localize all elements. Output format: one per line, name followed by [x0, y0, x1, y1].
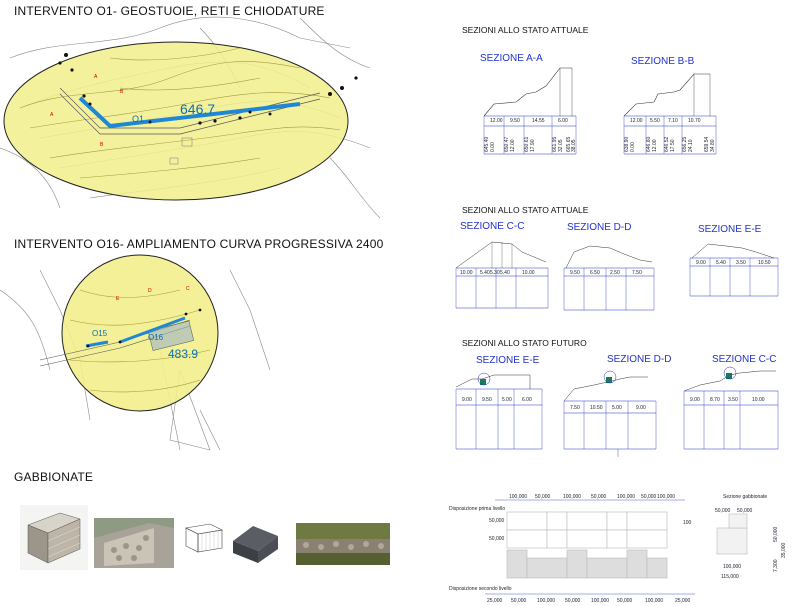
- section-right-c: 35,000: [781, 542, 787, 558]
- plan-top-dim-2: 100,000: [563, 494, 582, 500]
- dd-bot-dim-3: 9.00: [636, 405, 646, 411]
- section-cc-bottom-drawing: [680, 365, 780, 455]
- section-cc-mid-drawing: [452, 232, 552, 322]
- label-sezione-dd-bottom: SEZIONE D-D: [607, 354, 672, 365]
- plan-bot-dim-4: 100,000: [591, 598, 610, 604]
- aa-elev-5: 17.90: [530, 139, 536, 152]
- plan-side-b: 50,000: [489, 536, 505, 542]
- map-intervento-o1: [0, 18, 390, 228]
- plan-bot-dim-5: 50,000: [617, 598, 633, 604]
- ee-mid-dim-0: 9.00: [696, 260, 706, 266]
- plan-bot-dim-1: 50,000: [511, 598, 527, 604]
- gabion-photo-2: [94, 518, 174, 568]
- ee-mid-dim-2: 3.50: [736, 260, 746, 266]
- heading-intervento-o16: INTERVENTO O16- AMPLIAMENTO CURVA PROGRESSIVA 2400: [14, 237, 384, 251]
- svg-text:B: B: [100, 142, 104, 148]
- section-aa-drawing: [476, 64, 586, 154]
- bb-elev-9: 34.80: [710, 139, 716, 152]
- title-sections-bottom: SEZIONI ALLO STATO FUTURO: [462, 338, 587, 348]
- bb-elev-4: 646.52: [664, 136, 670, 152]
- plan-bot-dim-2: 100,000: [537, 598, 556, 604]
- section-bb-drawing: [616, 64, 726, 154]
- aa-elev-1: 0.00: [490, 142, 496, 152]
- section-gabbionate-title: Sezione gabbionate: [723, 494, 768, 500]
- aa-elev-9: 38.05: [571, 139, 577, 152]
- svg-text:A: A: [50, 112, 54, 118]
- label-sezione-cc-mid: SEZIONE C-C: [460, 221, 525, 232]
- svg-text:O15: O15: [92, 329, 108, 338]
- section-ee-bottom-drawing: [452, 365, 547, 455]
- plan-label-first: Disposizione prima livello: [449, 506, 506, 512]
- ee-bot-dim-2: 5.00: [502, 397, 512, 403]
- bb-elev-8: 659.54: [704, 136, 710, 152]
- bb-elev-3: 12.00: [652, 139, 658, 152]
- svg-text:D: D: [148, 288, 152, 294]
- section-dim-top-a: 50,000: [715, 508, 731, 514]
- bb-dim-2: 7.10: [668, 118, 678, 124]
- plan-top-dim-0: 100,000: [509, 494, 528, 500]
- aa-elev-0: 645.40: [484, 136, 490, 152]
- plan-side-a: 50,000: [489, 518, 505, 524]
- gabbioni-plan-drawing: [445, 490, 705, 605]
- svg-text:C: C: [186, 286, 190, 292]
- cc-mid-dim-1: 5.40: [480, 270, 490, 276]
- ee-bot-dim-1: 9.50: [482, 397, 492, 403]
- dd-bot-dim-1: 10.50: [590, 405, 603, 411]
- bb-dim-1: 5.50: [650, 118, 660, 124]
- cc-mid-dim-3: 5.40: [500, 270, 510, 276]
- plan-top-dim-6: 100,000: [657, 494, 676, 500]
- aa-dim-0: 12.00: [490, 118, 503, 124]
- map1-o1-label: O1: [132, 114, 145, 124]
- label-sezione-ee-mid: SEZIONE E-E: [698, 224, 762, 235]
- plan-bot-dim-6: 100,000: [645, 598, 664, 604]
- buffer-zone-circle: [62, 255, 218, 411]
- dd-mid-dim-1: 6.50: [590, 270, 600, 276]
- bb-elev-1: 0.00: [630, 142, 636, 152]
- svg-text:A: A: [94, 74, 98, 80]
- ee-bot-dim-0: 9.00: [462, 397, 472, 403]
- section-right-a: 50,000: [773, 526, 779, 542]
- label-sezione-dd-mid: SEZIONE D-D: [567, 222, 632, 233]
- aa-elev-8: 665.65: [566, 136, 572, 152]
- buffer-zone-ellipse: [4, 42, 348, 200]
- title-sections-mid: SEZIONI ALLO STATO ATTUALE: [462, 205, 589, 215]
- heading-gabbionate: GABBIONATE: [14, 470, 94, 484]
- aa-dim-1: 9.50: [510, 118, 520, 124]
- bb-elev-2: 646.60: [646, 136, 652, 152]
- svg-text:E: E: [116, 296, 120, 302]
- section-ee-mid-drawing: [686, 232, 786, 322]
- svg-text:B: B: [120, 89, 124, 95]
- plan-top-dim-1: 50,000: [535, 494, 551, 500]
- plan-top-dim-5: 50,000: [641, 494, 657, 500]
- plan-bot-dim-7: 25,000: [675, 598, 691, 604]
- dd-mid-dim-2: 2.50: [610, 270, 620, 276]
- gabion-photo-4: [296, 523, 390, 565]
- cc-mid-dim-4: 10.00: [522, 270, 535, 276]
- aa-elev-4: 650.61: [524, 136, 530, 152]
- bb-dim-3: 10.70: [688, 118, 701, 124]
- gabion-photo-3: [228, 521, 283, 566]
- heading-intervento-o1: INTERVENTO O1- GEOSTUOIE, RETI E CHIODATURE: [14, 4, 325, 18]
- map-intervento-o16: [0, 250, 300, 455]
- section-dim-bot: 115,000: [721, 574, 739, 580]
- label-sezione-bb: SEZIONE B-B: [631, 56, 695, 67]
- bb-dim-0: 12.00: [630, 118, 643, 124]
- section-right-b: 7,300: [773, 559, 779, 572]
- plan-top-dim-3: 50,000: [591, 494, 607, 500]
- cc-mid-dim-0: 10.00: [460, 270, 473, 276]
- gabion-diagram-photo: [180, 520, 226, 556]
- cc-mid-dim-2: 5.30: [490, 270, 500, 276]
- bb-elev-6: 656.25: [682, 136, 688, 152]
- dd-mid-dim-3: 7.50: [632, 270, 642, 276]
- aa-elev-6: 661.95: [552, 136, 558, 152]
- ee-mid-dim-1: 5.40: [716, 260, 726, 266]
- title-sections-top: SEZIONI ALLO STATO ATTUALE: [462, 25, 589, 35]
- label-sezione-cc-bottom: SEZIONE C-C: [712, 354, 777, 365]
- cc-bot-dim-2: 3.50: [728, 397, 738, 403]
- section-dd-mid-drawing: [560, 232, 660, 322]
- ee-mid-dim-3: 10.50: [758, 260, 771, 266]
- gabbioni-section-drawing: [705, 492, 795, 592]
- svg-text:O16: O16: [148, 333, 164, 342]
- aa-dim-3: 6.00: [558, 118, 568, 124]
- label-sezione-aa: SEZIONE A-A: [480, 53, 543, 64]
- cc-bot-dim-0: 9.00: [690, 397, 700, 403]
- bb-elev-0: 638.90: [624, 136, 630, 152]
- plan-top-dim-4: 100,000: [617, 494, 636, 500]
- dd-bot-dim-2: 5.00: [612, 405, 622, 411]
- bb-elev-7: 24.10: [688, 139, 694, 152]
- cc-bot-dim-1: 8.70: [710, 397, 720, 403]
- label-sezione-ee-bottom: SEZIONE E-E: [476, 355, 540, 366]
- map1-value-label: 646.7: [180, 101, 216, 117]
- section-dim-top-b: 50,000: [737, 508, 753, 514]
- section-dim-mid: 100,000: [723, 564, 742, 570]
- plan-right-dim: 100: [683, 520, 692, 526]
- plan-bot-dim-0: 25,000: [487, 598, 503, 604]
- cc-bot-dim-3: 10.00: [752, 397, 765, 403]
- dd-mid-dim-0: 9.50: [570, 270, 580, 276]
- plan-bot-dim-3: 50,000: [565, 598, 581, 604]
- bb-elev-5: 17.50: [670, 139, 676, 152]
- ee-bot-dim-3: 6.00: [522, 397, 532, 403]
- aa-elev-7: 32.05: [558, 139, 564, 152]
- dd-bot-dim-0: 7.50: [570, 405, 580, 411]
- svg-text:483.9: 483.9: [168, 347, 199, 361]
- gabion-photo-1: [20, 505, 88, 570]
- section-dd-bottom-drawing: [560, 365, 660, 455]
- aa-dim-2: 14.55: [532, 118, 545, 124]
- plan-label-second: Disposizione secondo livello: [449, 586, 512, 592]
- aa-elev-3: 12.00: [510, 139, 516, 152]
- aa-elev-2: 650.47: [504, 136, 510, 152]
